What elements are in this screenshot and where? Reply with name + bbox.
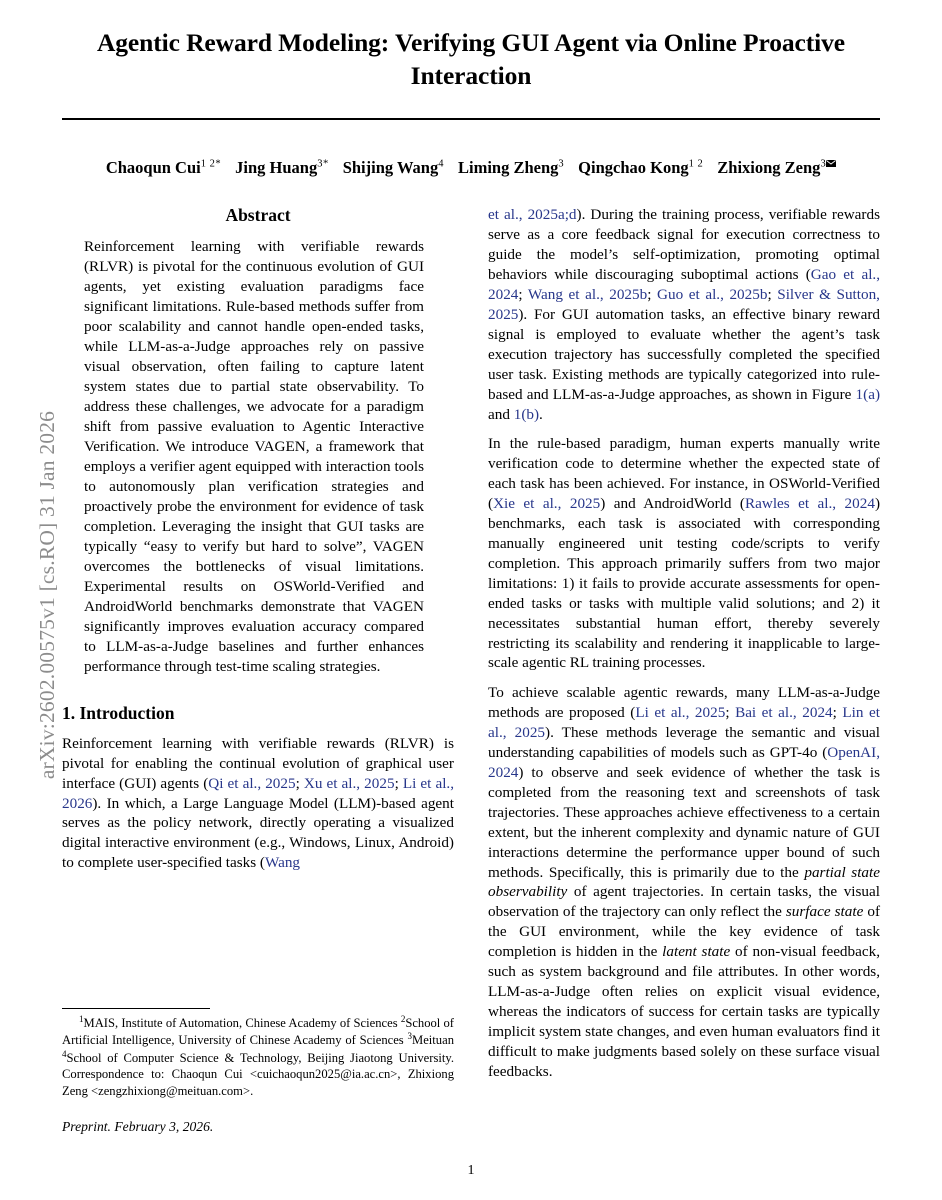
- footnote-block: [62, 1008, 454, 1135]
- left-column: [62, 205, 454, 1091]
- footnote-marker-4: 4: [62, 1048, 67, 1059]
- affiliation-4: School of Computer Science & Technology, Beijing Jiaotong University. Correspondence to: Chaoqun Cui <cuichaoqun2025@ia.ac.cn>, Zhixiong Zeng <zengzhixiong@meituan.com>.: [62, 1051, 454, 1098]
- citation-link[interactable]: Li et al., 2025: [635, 703, 726, 721]
- citation-link[interactable]: Wang et al., 2025b: [527, 285, 648, 303]
- author-entry: [578, 158, 703, 177]
- text-run: ;: [832, 703, 843, 721]
- title-divider: [62, 118, 880, 120]
- author-list: [62, 158, 880, 178]
- envelope-icon: [826, 160, 836, 167]
- citation-link[interactable]: et al., 2025a;d: [488, 206, 577, 223]
- author-affiliation-superscript: 3: [820, 158, 827, 170]
- citation-link[interactable]: Rawles et al., 2024: [744, 494, 875, 512]
- citation-link[interactable]: Bai et al., 2024: [735, 703, 833, 721]
- author-name: Jing Huang: [235, 158, 318, 178]
- text-run: ;: [394, 774, 403, 792]
- text-run: ) benchmarks, each task is associated with corresponding manually engineered unit testing code/scripts to verify completion. This approach primarily suffers from two major limitations: 1) it fails to provide accurate assessments for open-ended tasks or tasks with multiple valid solutions; and 2) it necessitates substantial human effort, thereby severely restricting its scalability and rendering it inapplicable to large-scale agentic RL training processes.: [488, 494, 880, 672]
- abstract-heading: Abstract: [225, 205, 291, 225]
- author-affiliation-superscript: 3: [558, 158, 565, 170]
- text-run: ) and AndroidWorld (: [600, 494, 745, 512]
- right-paragraph-2: [488, 434, 880, 673]
- author-entry: [458, 158, 564, 177]
- affiliation-3: Meituan: [412, 1033, 454, 1048]
- author-name: Liming Zheng: [458, 158, 559, 178]
- two-column-body: [62, 205, 880, 1091]
- text-run: of agent trajectories. In certain tasks, the visual observation of the trajectory can only reflect the: [488, 883, 880, 921]
- citation-link[interactable]: Guo et al., 2025b: [657, 285, 768, 303]
- text-run: of the GUI environment, while the key evidence of task completion is hidden in the: [488, 903, 881, 961]
- text-run: ) to observe and seek evidence of whether the task is completed from the reasoning text and screenshots of task trajectories. These approaches achieve effectiveness to a certain extent, but the inherent complexity and dynamic nature of GUI interactions determine the performance upper bound of such methods. Specifically, this is primarily due to the: [488, 763, 880, 881]
- author-name: Zhixiong Zeng: [717, 158, 821, 178]
- footnote-marker-3: 3: [407, 1031, 413, 1042]
- author-affiliation-superscript: 3: [317, 158, 323, 170]
- citation-link[interactable]: Li et al., 2026: [62, 774, 455, 812]
- right-column: [488, 205, 880, 1091]
- text-run: To achieve scalable agentic rewards, many LLM-as-a-Judge methods are proposed (: [488, 683, 880, 721]
- footnote-affiliations: [62, 1014, 454, 1099]
- right-paragraph-1: [488, 205, 880, 424]
- author-entry: [235, 158, 329, 177]
- text-run: ;: [767, 285, 778, 303]
- citation-link[interactable]: Lin et al., 2025: [488, 703, 880, 741]
- text-run: ). For GUI automation tasks, an effective binary reward signal is employed to evaluate whether the agent’s task execution trajectory has successfully completed the specified user task. Existing methods are typically categorized into rule-based and LLM-as-a-Judge approaches, as shown in Figure: [488, 305, 880, 403]
- text-run: ;: [647, 285, 658, 303]
- text-run: Reinforcement learning with verifiable rewards (RLVR) is pivotal for enabling the continual evolution of graphical user interface (GUI) agents (: [62, 734, 454, 792]
- citation-link[interactable]: Wang: [264, 854, 301, 872]
- right-paragraph-3: [488, 683, 880, 1082]
- footnote-marker-1: 1: [79, 1014, 84, 1024]
- footnote-marker-2: 2: [400, 1014, 406, 1024]
- author-affiliation-superscript: 1 2: [688, 158, 704, 170]
- author-name: Chaoqun Cui: [105, 158, 201, 178]
- citation-link[interactable]: Qi et al., 2025: [208, 774, 296, 792]
- author-name: Qingchao Kong: [578, 158, 689, 178]
- page-number: 1: [467, 1163, 475, 1178]
- author-equal-contribution-marker: *: [215, 158, 222, 170]
- author-name: Shijing Wang: [342, 158, 439, 178]
- emphasis-latent-state: latent state: [662, 943, 731, 961]
- citation-link[interactable]: OpenAI, 2024: [488, 743, 880, 781]
- text-run: ;: [518, 285, 528, 303]
- author-affiliation-superscript: 1 2: [200, 158, 216, 170]
- affiliation-2: School of Artificial Intelligence, University of Chinese Academy of Sciences: [62, 1016, 454, 1048]
- author-entry: [106, 158, 221, 177]
- citation-link[interactable]: Silver & Sutton, 2025: [488, 285, 880, 323]
- citation-link[interactable]: Xu et al., 2025: [303, 774, 395, 792]
- text-run: ). In which, a Large Language Model (LLM)-based agent serves as the policy network, directly operating a visualized digital interactive environment (e.g., Windows, Linux, Android) to complete user-specified tasks (: [62, 794, 454, 872]
- text-run: of non-visual feedback, such as system background and file attributes. In other words, LLM-as-a-Judge often relies on explicit visual evidence, whereas the indicators of success for certain tasks are typically implicit system state changes, and even human evaluators find it difficult to make judgments based solely on these surface visual feedbacks.: [488, 943, 880, 1081]
- text-run: ;: [295, 774, 304, 792]
- text-run: ). These methods leverage the semantic and visual understanding capabilities of models such as GPT-4o (: [488, 723, 880, 761]
- paper-page: [62, 0, 880, 1200]
- figure-reference-link[interactable]: 1(b): [513, 405, 540, 423]
- citation-link[interactable]: Gao et al., 2024: [488, 265, 881, 303]
- text-run: ;: [725, 703, 736, 721]
- text-run: In the rule-based paradigm, human experts manually write verification code to determine whether the expected state of each task has been achieved. For instance, in OSWorld-Verified (: [488, 434, 880, 512]
- footnote-divider: [62, 1008, 210, 1009]
- arxiv-identifier-stamp: arXiv:2602.00575v1 [cs.RO] 31 Jan 2026: [35, 410, 59, 780]
- author-affiliation-superscript: 4: [438, 158, 444, 170]
- text-run: .: [539, 405, 543, 423]
- citation-link[interactable]: Xie et al., 2025: [493, 494, 601, 512]
- emphasis-surface-state: surface state: [785, 903, 864, 921]
- text-run: and: [488, 405, 514, 423]
- affiliation-1: MAIS, Institute of Automation, Chinese Academy of Sciences: [83, 1016, 401, 1031]
- abstract-text: Reinforcement learning with verifiable rewards (RLVR) is pivotal for the continuous evolution of GUI agents, yet existing evaluation paradigms face significant limitations. Rule-based methods suffer from poor scalability and cannot handle open-ended tasks, while LLM-as-a-Judge approaches rely on passive visual observation, often failing to capture latent system states due to partial state observability. To address these challenges, we advocate for a paradigm shift from passive evaluation to Agentic Interactive Verification. We introduce VAGEN, a framework that employs a verifier agent equipped with interaction tools to autonomously plan verification strategies and proactively probe the environment for evidence of task completion. Leveraging the insight that GUI tasks are typically “easy to verify but hard to solve”, VAGEN overcomes the bottlenecks of visual limitations. Experimental results on OSWorld-Verified and AndroidWorld benchmarks demonstrate that VAGEN significantly improves evaluation accuracy compared to LLM-as-a-Judge baselines and further enhances performance through test-time scaling strategies.: [84, 238, 424, 675]
- figure-reference-link[interactable]: 1(a): [855, 385, 880, 403]
- section-heading-introduction: 1. Introduction: [62, 702, 175, 723]
- emphasis-partial-state-observability: partial state observability: [488, 863, 880, 901]
- author-entry: [343, 158, 444, 177]
- intro-paragraph-1: [62, 734, 454, 874]
- author-entry: [717, 158, 836, 177]
- author-equal-contribution-marker: *: [322, 158, 329, 170]
- preprint-notice: Preprint. February 3, 2026.: [62, 1118, 214, 1134]
- page-title: Agentic Reward Modeling: Verifying GUI Agent via Online Proactive Interaction: [96, 28, 846, 91]
- text-run: ). During the training process, verifiable rewards serve as a core feedback signal for execution correctness to guide the model’s self-optimization, promoting optimal behaviors while discouraging suboptimal actions (: [488, 206, 880, 283]
- title-block: [62, 0, 880, 120]
